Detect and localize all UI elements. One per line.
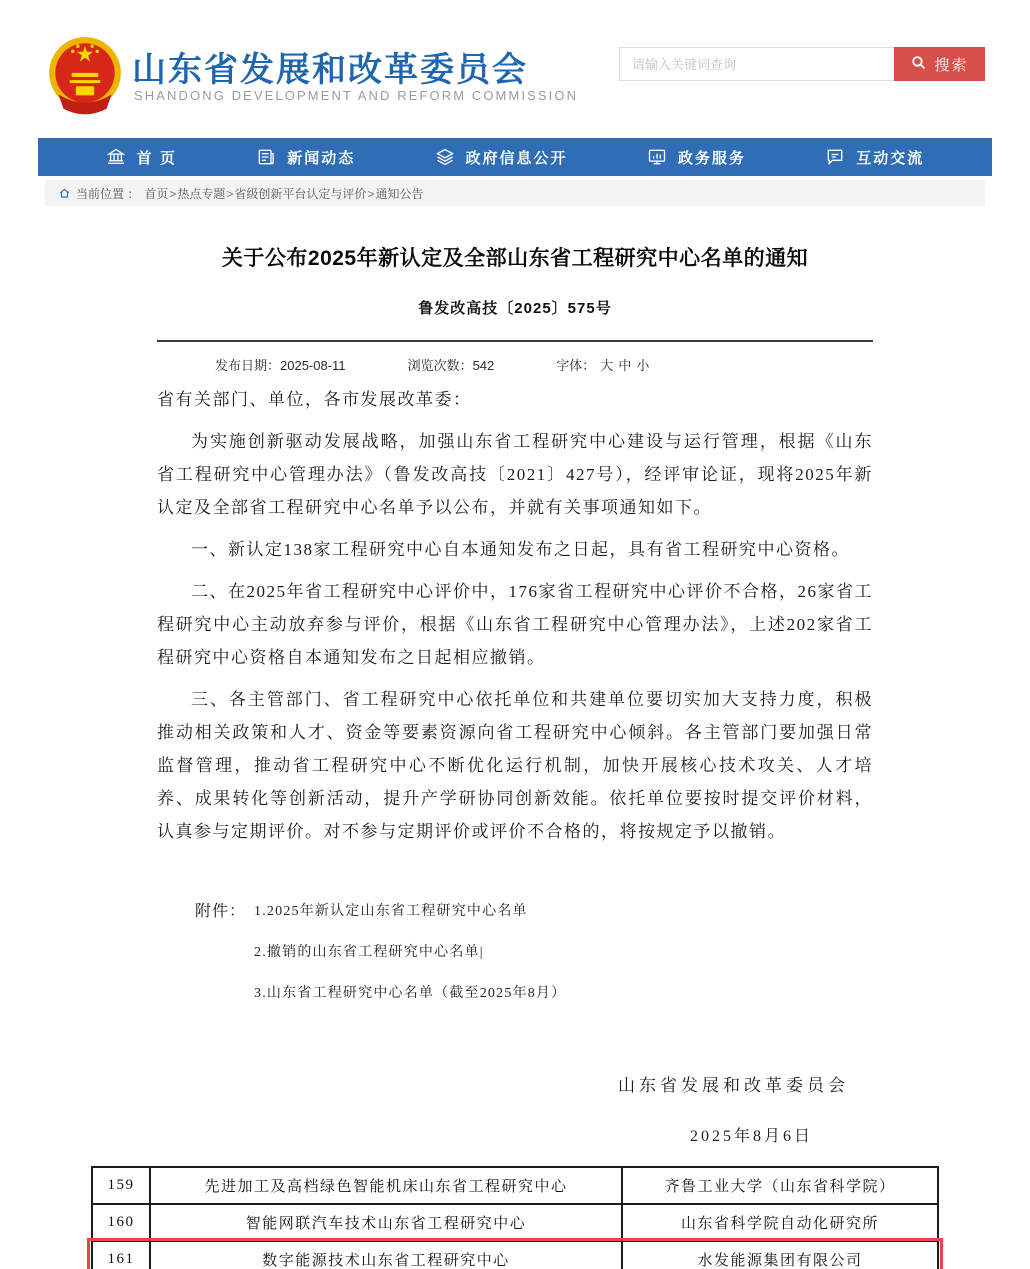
document-number: 鲁发改高技〔2025〕575号 [418,300,612,317]
table-row-highlighted [92,1241,938,1269]
signature-org: 山东省发展和改革委员会 [618,1076,849,1095]
nav-item-label: 新闻动态 [287,149,356,167]
attachments-list [254,898,566,1023]
font-size-button-小[interactable]: 小 [636,358,650,373]
monitor-icon [647,147,667,167]
document-body [157,383,873,1146]
layers-icon [435,147,455,167]
row-number: 160 [92,1204,150,1241]
table-row [92,1167,938,1204]
doc-paragraph: 三、各主管部门、省工程研究中心依托单位和共建单位要切实加大支持力度，积极推动相关政策和人才、资金等要素资源向省工程研究中心倾斜。各主管部门要加强日常监督管理，推动省工程研究中心不断优化运行机制，加快开展核心技术攻关、人才培养、成果转化等创新活动，提升产学研协同创新效能。依托单位要按时提交评价材料，认真参与定期评价。对不参与定期评价或评价不合格的，将按规定予以撤销。 [157,690,873,841]
breadcrumb-separator: > [169,186,177,201]
breadcrumb-item[interactable]: 热点专题 [177,186,226,201]
national-emblem-logo [46,34,124,120]
site-header [0,0,1030,138]
nav-item-label: 互动交流 [856,149,925,167]
center-name: 智能网联汽车技术山东省工程研究中心 [150,1204,622,1241]
site-title: 山东省发展和改革委员会 [132,51,528,89]
home-icon [58,187,71,200]
view-count: 浏览次数：542 [407,358,495,373]
org-name: 山东省科学院自动化研究所 [622,1204,938,1241]
doc-paragraph: 一、新认定138家工程研究中心自本通知发布之日起，具有省工程研究中心资格。 [191,540,850,559]
document-paragraphs [157,425,873,848]
breadcrumb-prefix: 当前位置 ： [76,186,140,201]
nav-item-5[interactable] [825,147,924,168]
center-name: 先进加工及高档绿色智能机床山东省工程研究中心 [150,1167,622,1204]
attachment-table [91,1166,939,1269]
row-number: 159 [92,1167,150,1204]
main-nav [38,138,992,176]
breadcrumb [45,180,985,206]
breadcrumb-separator: > [367,186,375,201]
bank-icon [106,147,126,167]
site-subtitle: SHANDONG DEVELOPMENT AND REFORM COMMISSION [134,88,579,103]
attachment-link[interactable]: 3.山东省工程研究中心名单（截至2025年8月） [254,986,567,1001]
search-button-label: 搜索 [934,56,969,74]
nav-item-3[interactable] [435,147,568,168]
search-box [619,47,985,81]
search-icon [910,54,927,75]
breadcrumb-separator: > [226,186,234,201]
chat-icon [825,147,845,167]
center-name: 数字能源技术山东省工程研究中心 [150,1241,622,1269]
font-size-button-大[interactable]: 大 [600,358,614,373]
document-title: 关于公布2025年新认定及全部山东省工程研究中心名单的通知 [221,247,809,270]
doc-paragraph: 二、在2025年省工程研究中心评价中，176家省工程研究中心评价不合格，26家省工程研究中心主动放弃参与评价，根据《山东省工程研究中心管理办法》，上述202家省工程研究中心资格自本通知发布之日起相应撤销。 [157,582,873,667]
attachment-table-wrap [91,1166,939,1269]
search-input[interactable] [619,47,894,81]
doc-paragraph: 为实施创新驱动发展战略，加强山东省工程研究中心建设与运行管理，根据《山东省工程研究中心管理办法》（鲁发改高技〔2021〕427号），经评审论证，现将2025年新认定及全部省工程研究中心名单予以公布，并就有关事项通知如下。 [157,432,873,517]
row-number: 161 [92,1241,150,1269]
attachments-section [157,898,873,1023]
attachment-link[interactable]: 2.撤销的山东省工程研究中心名单| [254,945,484,960]
org-name: 齐鲁工业大学（山东省科学院） [622,1167,938,1204]
table-row [92,1204,938,1241]
font-size-buttons [595,358,649,373]
font-size-button-中[interactable]: 中 [618,358,632,373]
font-size-control: 字体： 大 中 小 [556,358,650,373]
nav-item-2[interactable] [256,147,355,168]
nav-item-label: 政府信息公开 [465,149,568,167]
org-name: 水发能源集团有限公司 [622,1241,938,1269]
attachments-label: 附件： [195,903,247,920]
nav-item-label: 政务服务 [677,149,746,167]
signature-date: 2025年8月6日 [689,1128,813,1145]
news-icon [256,147,276,167]
breadcrumb-item[interactable]: 首页 [144,186,169,201]
nav-item-label: 首 页 [136,149,177,167]
breadcrumb-item[interactable]: 省级创新平台认定与评价 [234,186,367,201]
breadcrumb-item[interactable]: 通知公告 [375,186,424,201]
document-notice [157,242,873,1146]
nav-item-1[interactable] [106,147,177,168]
publish-date: 发布日期：2025-08-11 [215,358,346,373]
document-salutation: 省有关部门、单位，各市发展改革委： [157,390,472,409]
attachment-table-body [92,1167,938,1269]
breadcrumb-items [144,185,423,202]
attachment-link[interactable]: 1.2025年新认定山东省工程研究中心名单 [254,904,528,919]
search-button[interactable] [894,47,985,81]
document-meta [157,342,873,374]
nav-item-4[interactable] [647,147,746,168]
